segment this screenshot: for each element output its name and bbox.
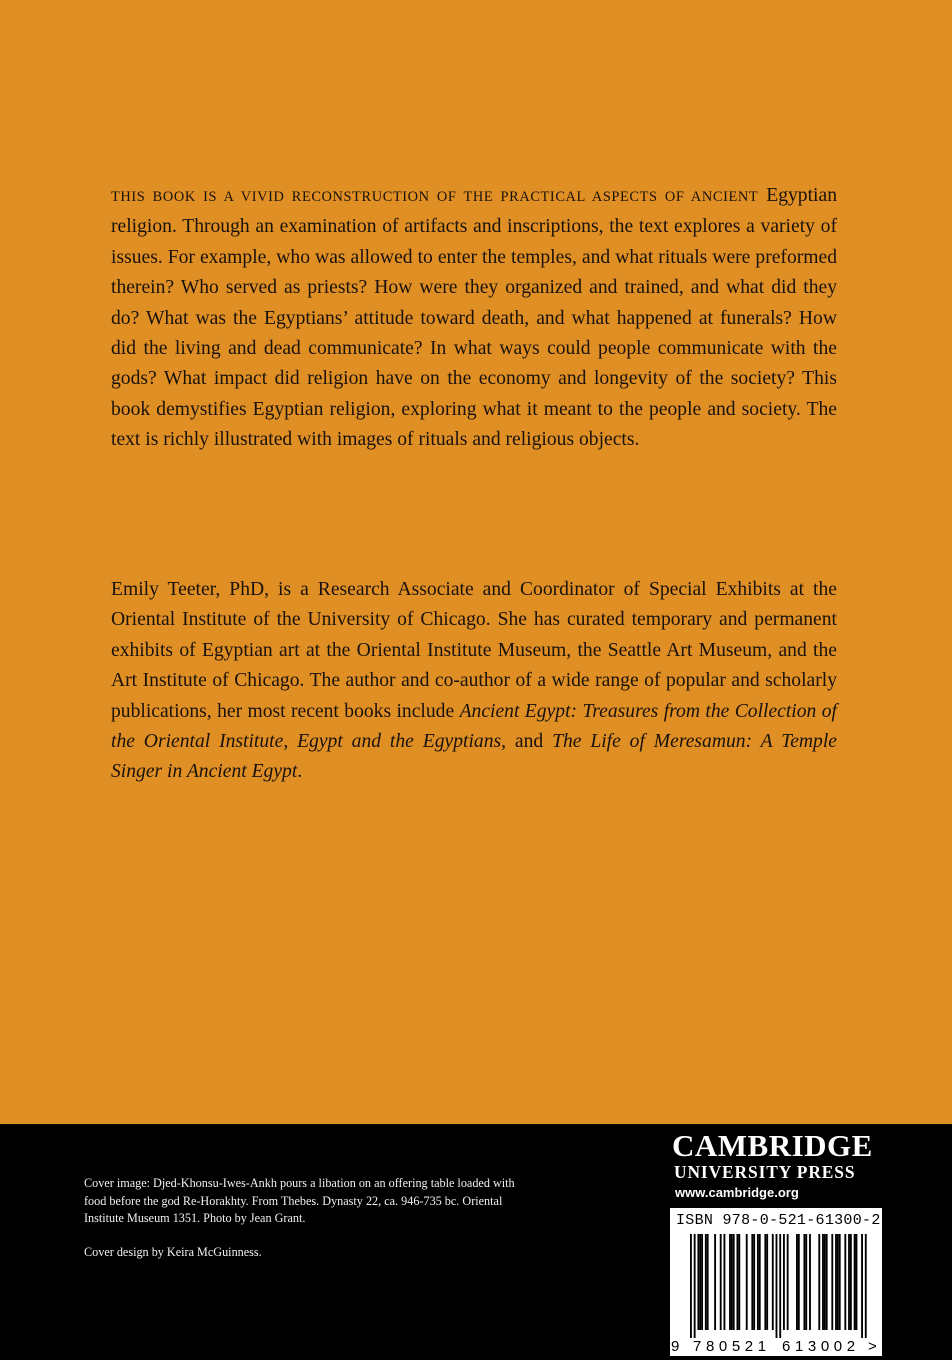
barcode-bar	[766, 1234, 768, 1330]
barcode-bar	[861, 1234, 863, 1338]
barcode-bar	[705, 1234, 707, 1330]
publisher-name: CAMBRIDGE	[672, 1128, 873, 1163]
barcode-bar	[723, 1234, 725, 1330]
author-bio	[111, 575, 837, 788]
barcode-bar	[746, 1234, 748, 1330]
barcode-bar	[751, 1234, 753, 1330]
barcode-bar	[803, 1234, 805, 1330]
barcode-bar	[707, 1234, 709, 1330]
barcode-bar	[787, 1234, 789, 1330]
barcode-bar	[850, 1234, 852, 1330]
publisher-website[interactable]: www.cambridge.org	[675, 1185, 799, 1200]
barcode-bar	[835, 1234, 837, 1330]
barcode-bar	[772, 1234, 774, 1330]
barcode-bar	[729, 1234, 731, 1330]
barcode-arrow: >	[868, 1338, 877, 1355]
publisher-press: UNIVERSITY PRESS	[674, 1162, 856, 1182]
cover-design-credit: Cover design by Keira McGuinness.	[84, 1245, 262, 1259]
book-title-egypt-egyptians: Egypt and the Egyptians,	[297, 731, 507, 753]
bio-end: .	[297, 761, 303, 783]
barcode-digits-left: 780521	[693, 1338, 771, 1355]
book-description	[111, 181, 837, 456]
barcode-bar	[776, 1234, 778, 1338]
barcode-bar	[822, 1234, 824, 1330]
barcode-bar	[865, 1234, 867, 1338]
barcode-bar	[809, 1234, 811, 1330]
isbn-label: ISBN 978-0-521-61300-2	[676, 1212, 881, 1229]
barcode-bar	[805, 1234, 807, 1330]
barcode-bar	[753, 1234, 755, 1330]
barcode-digits-right: 613002	[782, 1338, 860, 1355]
barcode-bar	[764, 1234, 766, 1330]
barcode-bar	[699, 1234, 701, 1330]
barcode-bar	[733, 1234, 735, 1330]
barcode-bar	[759, 1234, 761, 1330]
barcode-bar	[839, 1234, 841, 1330]
barcode-bar	[757, 1234, 759, 1330]
barcode-bar	[854, 1234, 856, 1330]
barcode-bar	[694, 1234, 696, 1338]
barcode-bar	[731, 1234, 733, 1330]
barcode-bar	[826, 1234, 828, 1330]
barcode-bar	[798, 1234, 800, 1330]
description-body: Egyptian religion. Through an examination of artifacts and inscriptions, the text explores a variety of issues. For example, who was allowed to enter the temples, and what rituals were preformed therein? Who served as priests? How were they organized and trained, and what did they do? What was the Egyptians’ attitude toward death, and what happened at funerals? How did the living and dead communicate? In what ways could people communicate with the gods? What impact did religion have on the economy and longevity of the society? This book demystifies Egyptian religion, exploring what it meant to the people and society. The text is richly illustrated with images of rituals and religious objects.	[111, 185, 837, 451]
barcode-bar	[818, 1234, 820, 1330]
description-lead: THIS BOOK IS A VIVID RECONSTRUCTION OF THE PRACTICAL ASPECTS OF ANCIENT	[111, 189, 759, 205]
barcode-bar	[783, 1234, 785, 1330]
barcode-digit-first: 9	[671, 1338, 680, 1355]
book-title-ancient-egypt: Ancient Egypt: Treasures from the Collection of the Oriental Institute	[111, 700, 837, 753]
barcode-bar	[701, 1234, 703, 1330]
barcode-bar	[796, 1234, 798, 1330]
barcode-bar	[737, 1234, 739, 1330]
barcode-bar	[779, 1234, 781, 1338]
barcode-bar	[856, 1234, 858, 1330]
barcode-bar	[690, 1234, 692, 1338]
bio-separator-1: ,	[283, 731, 298, 753]
barcode-bar	[837, 1234, 839, 1330]
author-bio-text: Emily Teeter, PhD, is a Research Associate and Coordinator of Special Exhibits at the Oriental Institute of the University of Chicago. She has curated temporary and permanent exhibits of Egyptian art at the Oriental Institute Museum, the Seattle Art Museum, and the Art Institute of Chicago. The author and co-author of a wide range of popular and scholarly publications, her most recent books include	[111, 579, 837, 722]
barcode-bar	[714, 1234, 716, 1330]
barcode-bar	[831, 1234, 833, 1330]
isbn-barcode	[670, 1232, 882, 1338]
barcode-bar	[844, 1234, 846, 1330]
bio-separator-2: and	[506, 731, 553, 753]
cover-image-credit: Cover image: Djed-Khonsu-Iwes-Ankh pours a libation on an offering table loaded with food before the god Re-Horakhty. From Thebes. Dynasty 22, ca. 946-735 bc. Oriental Institute Museum 1351. Photo by Jean Grant.	[84, 1176, 515, 1226]
barcode-bar	[848, 1234, 850, 1330]
barcode-bar	[824, 1234, 826, 1330]
book-title-life-of-meresamun: The Life of Meresamun: A Temple Singer in Ancient Egypt	[111, 731, 837, 783]
barcode-bar	[697, 1234, 699, 1330]
barcode-bar	[720, 1234, 722, 1330]
barcode-bar	[738, 1234, 740, 1330]
